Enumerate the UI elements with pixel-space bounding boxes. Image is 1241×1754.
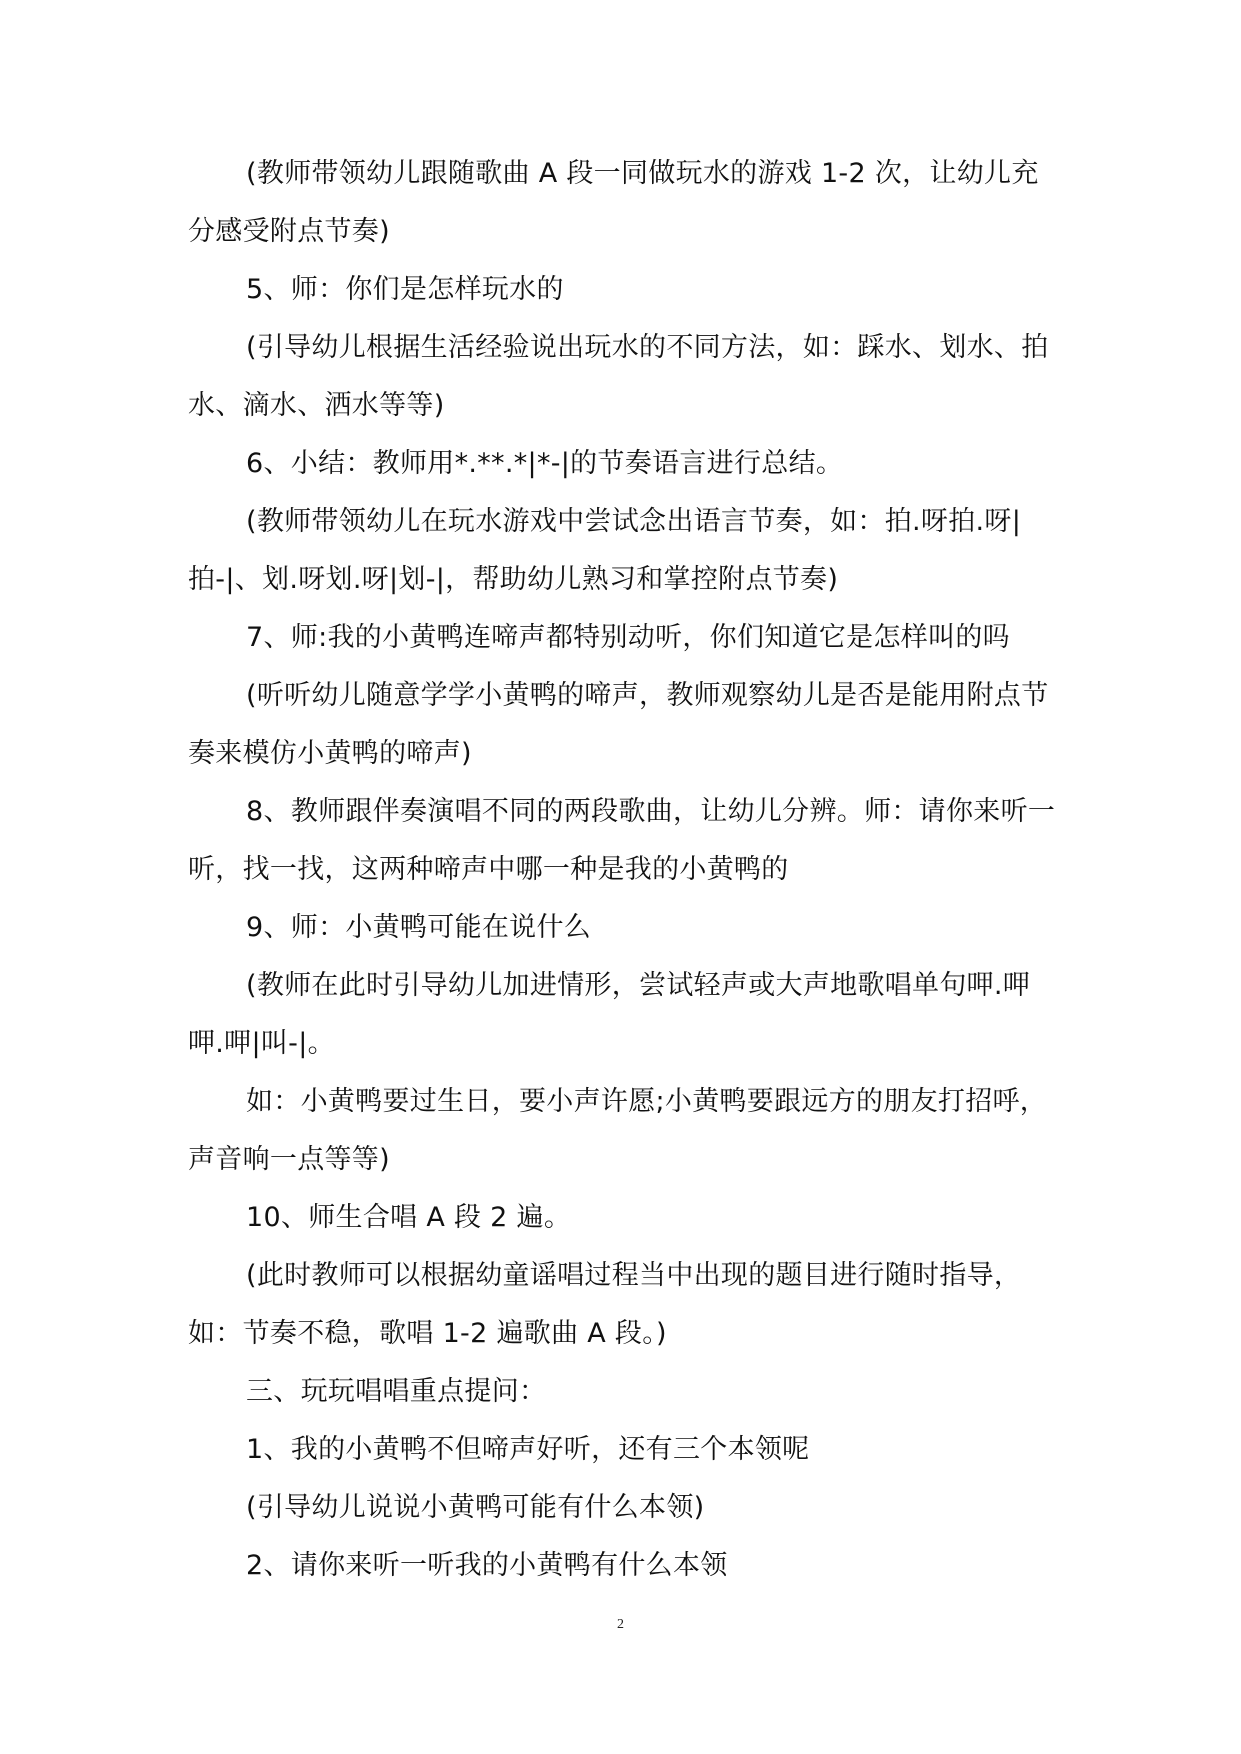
paragraph: (听听幼儿随意学学小黄鸭的啼声，教师观察幼儿是否是能用附点节奏来模仿小黄鸭的啼声) — [188, 680, 1049, 769]
paragraph: 10、师生合唱 A 段 2 遍。 — [246, 1202, 572, 1233]
paragraph: 8、教师跟伴奏演唱不同的两段歌曲，让幼儿分辨。师：请你来听一听，找一找，这两种啼声中哪一种是我的小黄鸭的 — [188, 796, 1056, 885]
paragraph: 6、小结：教师用*.**.*|*-|的节奏语言进行总结。 — [246, 448, 844, 479]
paragraph: 9、师：小黄鸭可能在说什么 — [246, 912, 592, 943]
paragraph: (引导幼儿根据生活经验说出玩水的不同方法，如：踩水、划水、拍水、滴水、洒水等等) — [188, 332, 1049, 421]
paragraph: (教师在此时引导幼儿加进情形，尝试轻声或大声地歌唱单句呷.呷呷.呷|叫-|。 — [188, 970, 1031, 1059]
paragraph: 如：小黄鸭要过生日，要小声许愿;小黄鸭要跟远方的朋友打招呼，声音响一点等等) — [188, 1086, 1048, 1175]
section-heading: 三、玩玩唱唱重点提问： — [246, 1376, 547, 1407]
paragraph: (引导幼儿说说小黄鸭可能有什么本领) — [246, 1492, 705, 1523]
paragraph: 5、师：你们是怎样玩水的 — [246, 274, 564, 305]
paragraph: 2、请你来听一听我的小黄鸭有什么本领 — [246, 1550, 728, 1581]
paragraph: (教师带领幼儿在玩水游戏中尝试念出语言节奏，如：拍.呀拍.呀|拍-|、划.呀划.呀|划-|，帮助幼儿熟习和掌控附点节奏) — [188, 506, 1022, 595]
document-body — [188, 145, 1058, 1595]
paragraph: (此时教师可以根据幼童谣唱过程当中出现的题目进行随时指导，如：节奏不稳，歌唱 1-2 遍歌曲 A 段。) — [188, 1260, 1022, 1349]
paragraph: 1、我的小黄鸭不但啼声好听，还有三个本领呢 — [246, 1434, 810, 1465]
paragraph: (教师带领幼儿跟随歌曲 A 段一同做玩水的游戏 1-2 次，让幼儿充分感受附点节奏) — [188, 158, 1039, 247]
page-number: 2 — [617, 1617, 624, 1632]
paragraph: 7、师:我的小黄鸭连啼声都特别动听，你们知道它是怎样叫的吗 — [246, 622, 1010, 653]
